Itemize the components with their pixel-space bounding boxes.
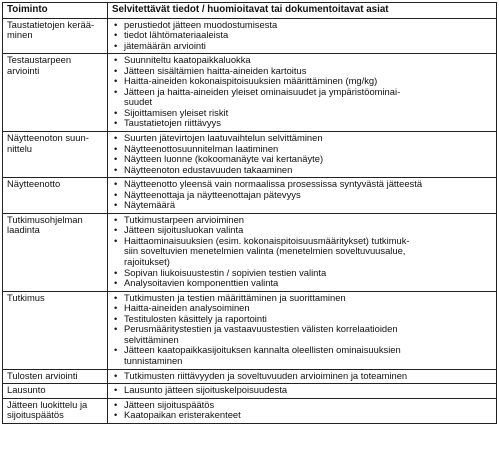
phase-line: Lausunto [7, 384, 46, 396]
list-item: • Haittaominaisuuksien (esim. kokonaispitoisuusmääritykset) tutkimuk- siin soveltuvien menetelmien valinta (menetelmien soveltuvuusalue, rajoitukset) [112, 236, 493, 268]
phase-line: laadinta [7, 224, 40, 236]
phase-line: Testaustarpeen [7, 54, 72, 66]
phase-cell [3, 398, 108, 423]
phase-line: Jätteen luokittelu ja [7, 398, 88, 410]
phase-line: Tutkimusohjelman [7, 213, 83, 225]
list-item: • Testitulosten käsittely ja raportointi [112, 314, 493, 325]
header-details: Selvitettävät tiedot / huomioitavat tai dokumentoitavat asiat [108, 3, 497, 19]
list-item: • Jätteen sijoituspäätös [112, 400, 493, 411]
table-row [3, 54, 497, 132]
phase-line: minen [7, 29, 33, 41]
table-body [3, 18, 497, 423]
details-cell [108, 398, 497, 423]
details-cell [108, 178, 497, 214]
list-item: • Sijoittamisen yleiset riskit [112, 108, 493, 119]
list-item: • Taustatietojen riittävyys [112, 118, 493, 129]
bullet-list [112, 293, 493, 367]
table-row [3, 384, 497, 399]
list-item: • perustiedot jätteen muodostumisesta [112, 20, 493, 31]
list-item: • Analysoitavien komponenttien valinta [112, 278, 493, 289]
phase-cell [3, 18, 108, 54]
list-item: • Suunniteltu kaatopaikkaluokka [112, 55, 493, 66]
details-cell [108, 213, 497, 291]
list-item: • Näytteenotto yleensä vain normaalissa prosessissa syntyvästä jätteestä [112, 179, 493, 190]
list-item: • Haitta-aineiden kokonaispitoisuuksien määrittäminen (mg/kg) [112, 76, 493, 87]
details-cell [108, 291, 497, 369]
phase-line: Näytteenotto [7, 178, 61, 190]
list-item: • Haitta-aineiden analysoiminen [112, 303, 493, 314]
details-cell [108, 132, 497, 178]
phase-line: Tulosten arviointi [7, 369, 78, 381]
list-item: • Jätteen kaatopaikkasijoituksen kannalta oleellisten ominaisuuksien tunnistaminen [112, 345, 493, 366]
list-item: • Näytteenottaja ja näytteenottajan pätevyys [112, 190, 493, 201]
list-item: • tiedot lähtömateriaaleista [112, 30, 493, 41]
table-row [3, 291, 497, 369]
phase-cell [3, 178, 108, 214]
phase-cell [3, 54, 108, 132]
list-item: • Kaatopaikan eristerakenteet [112, 410, 493, 421]
list-item: • Tutkimustarpeen arvioiminen [112, 215, 493, 226]
phase-cell [3, 369, 108, 384]
phase-cell [3, 213, 108, 291]
table-row [3, 178, 497, 214]
list-item: • Lausunto jätteen sijoituskelpoisuudesta [112, 385, 493, 396]
phase-cell [3, 132, 108, 178]
phase-line: Tutkimus [7, 291, 45, 303]
bullet-list [112, 400, 493, 421]
phase-line: Näytteenoton suun- [7, 132, 89, 144]
list-item: • Suurten jätevirtojen laatuvaihtelun selvittäminen [112, 133, 493, 144]
table-row [3, 398, 497, 423]
details-cell [108, 18, 497, 54]
details-cell [108, 54, 497, 132]
header-phase: Toiminto [3, 3, 108, 19]
bullet-list [112, 385, 493, 396]
table-row [3, 369, 497, 384]
list-item: • Jätteen sisältämien haitta-aineiden kartoitus [112, 66, 493, 77]
bullet-list [112, 215, 493, 289]
list-item: • Tutkimusten ja testien määrittäminen ja suorittaminen [112, 293, 493, 304]
phase-cell [3, 291, 108, 369]
process-table [2, 2, 497, 424]
table-row [3, 18, 497, 54]
phase-line: nittelu [7, 142, 33, 154]
table-row [3, 132, 497, 178]
list-item: • Näytteenottosuunnitelman laatiminen [112, 144, 493, 155]
details-cell [108, 369, 497, 384]
list-item: • Jätteen sijoitusluokan valinta [112, 225, 493, 236]
list-item: • Perusmääritystestien ja vastaavuustestien välisten korrelaatioiden selvittäminen [112, 324, 493, 345]
phase-cell [3, 384, 108, 399]
list-item: • jätemäärän arviointi [112, 41, 493, 52]
table-row [3, 213, 497, 291]
bullet-list [112, 133, 493, 175]
list-item: • Näytemäärä [112, 200, 493, 211]
bullet-list [112, 55, 493, 129]
phase-line: Taustatietojen kerää- [7, 18, 95, 30]
details-cell [108, 384, 497, 399]
list-item: • Näytteen luonne (kokoomanäyte vai kertanäyte) [112, 154, 493, 165]
list-item: • Tutkimusten riittävyyden ja soveltuvuuden arvioiminen ja toteaminen [112, 371, 493, 382]
bullet-list [112, 179, 493, 211]
list-item: • Sopivan liukoisuustestin / sopivien testien valinta [112, 268, 493, 279]
phase-line: arviointi [7, 64, 40, 76]
bullet-list [112, 371, 493, 382]
list-item: • Jätteen ja haitta-aineiden yleiset ominaisuudet ja ympäristöominai- suudet [112, 87, 493, 108]
table-header-row [3, 3, 497, 19]
bullet-list [112, 20, 493, 52]
list-item: • Näytteenoton edustavuuden takaaminen [112, 165, 493, 176]
phase-line: sijoituspäätös [7, 409, 64, 421]
